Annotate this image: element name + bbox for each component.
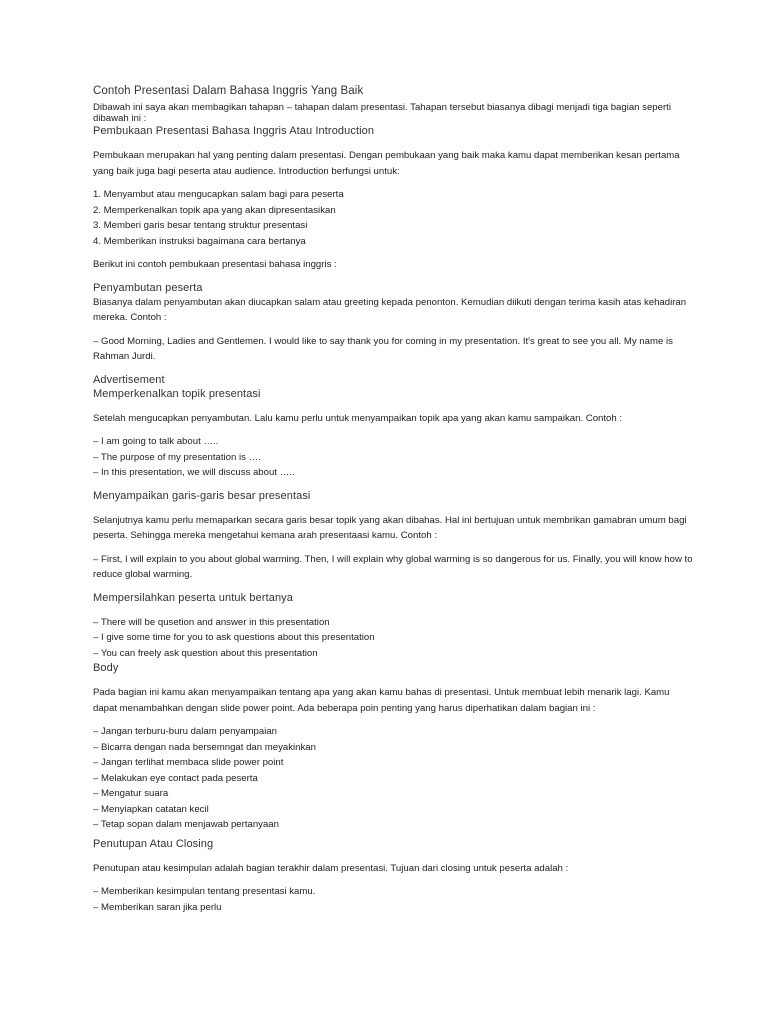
list-item: – In this presentation, we will discuss about ….. [93,467,295,478]
closing-heading: Penutupan Atau Closing [93,837,214,850]
body-heading: Body [93,662,119,674]
greeting-paragraph: Biasanya dalam penyambutan akan diucapkan salam atau greeting kepada penonton. Kemudian diikuti dengan terima kasih atas kehadiran mereka. Contoh : [93,296,687,323]
list-item: 1. Menyambut atau mengucapkan salam bagi para peserta [93,189,344,200]
greeting-heading: Penyambutan peserta [93,281,203,294]
closing-paragraph: Penutupan atau kesimpulan adalah bagian terakhir dalam presentasi. Tujuan dari closing untuk peserta adalah : [93,862,569,874]
list-item: – There will be qusetion and answer in this presentation [93,616,330,628]
list-item: – Bicarra dengan nada bersemngat dan meyakinkan [93,741,316,753]
list-item: – Memberikan kesimpulan tentang presentasi kamu. [93,886,316,897]
list-item: – I am going to talk about ….. [93,436,219,447]
opening-lead: Berikut ini contoh pembukaan presentasi bahasa inggris : [93,259,337,270]
body-paragraph: Pada bagian ini kamu akan menyampaikan tentang apa yang akan kamu bahas di presentasi. Untuk membuat lebih menarik lagi. Kamu dapat menambahkan dengan slide power point. Ada beberapa poin penting yang harus diperhatikan dalam bagian ini : [93,687,670,714]
opening-paragraph: Pembukaan merupakan hal yang penting dalam presentasi. Dengan pembukaan yang baik maka kamu dapat memberikan kesan pertama yang baik juga bagi peserta atau audience. Introduction berfungsi untuk: [93,150,680,177]
list-item: 3. Memberi garis besar tentang struktur presentasi [93,220,308,231]
list-item: – Melakukan eye contact pada peserta [93,772,258,784]
outline-example: – First, I will explain to you about global warming. Then, I will explain why global warming is so dangerous for us. Finally, you will know how to reduce global warming. [93,553,693,580]
list-item: – Jangan terlihat membaca slide power point [93,757,284,768]
document-title: Contoh Presentasi Dalam Bahasa Inggris Yang Baik [93,85,364,97]
topic-list [93,434,693,481]
outline-heading: Menyampaikan garis-garis besar presentasi [93,489,311,502]
intro-paragraph: Dibawah ini saya akan membagikan tahapan – tahapan dalam presentasi. Tahapan tersebut biasanya dibagi menjadi tiga bagian seperti dibawah ini : [93,102,671,124]
opening-list [93,187,693,249]
outline-paragraph: Selanjutnya kamu perlu memaparkan secara garis besar topik yang akan dibahas. Hal ini bertujuan untuk membrikan gamabran umum bagi peserta. Sehingga mereka mengetahui kemana arah presentaasi kamu. Contoh : [93,514,687,541]
questions-heading: Mempersilahkan peserta untuk bertanya [93,591,293,604]
list-item: – Menyiapkan catatan kecil [93,803,209,815]
list-item: 2. Memperkenalkan topik apa yang akan dipresentasikan [93,204,336,216]
greeting-example: – Good Morning, Ladies and Gentlemen. I would like to say thank you for coming in my presentation. It's great to see you all. My name is Rahman Jurdi. [93,335,673,362]
list-item: – I give some time for you to ask questions about this presentation [93,632,375,643]
document-page [93,84,693,915]
opening-heading: Pembukaan Presentasi Bahasa Inggris Atau Introduction [93,125,375,137]
topic-heading: Memperkenalkan topik presentasi [93,387,261,400]
closing-list [93,884,693,915]
list-item: – Jangan terburu-buru dalam penyampaian [93,726,278,737]
questions-list [93,615,693,662]
list-item: – Tetap sopan dalam menjawab pertanyaan [93,819,279,830]
body-list [93,724,693,833]
list-item: – Mengatur suara [93,788,169,799]
list-item: – You can freely ask question about this presentation [93,647,318,659]
advertisement-label: Advertisement [93,373,165,386]
list-item: 4. Memberikan instruksi bagaimana cara bertanya [93,235,306,247]
list-item: – The purpose of my presentation is …. [93,451,261,463]
list-item: – Memberikan saran jika perlu [93,901,222,913]
topic-paragraph: Setelah mengucapkan penyambutan. Lalu kamu perlu untuk menyampaikan topik apa yang akan kamu sampaikan. Contoh : [93,412,623,424]
